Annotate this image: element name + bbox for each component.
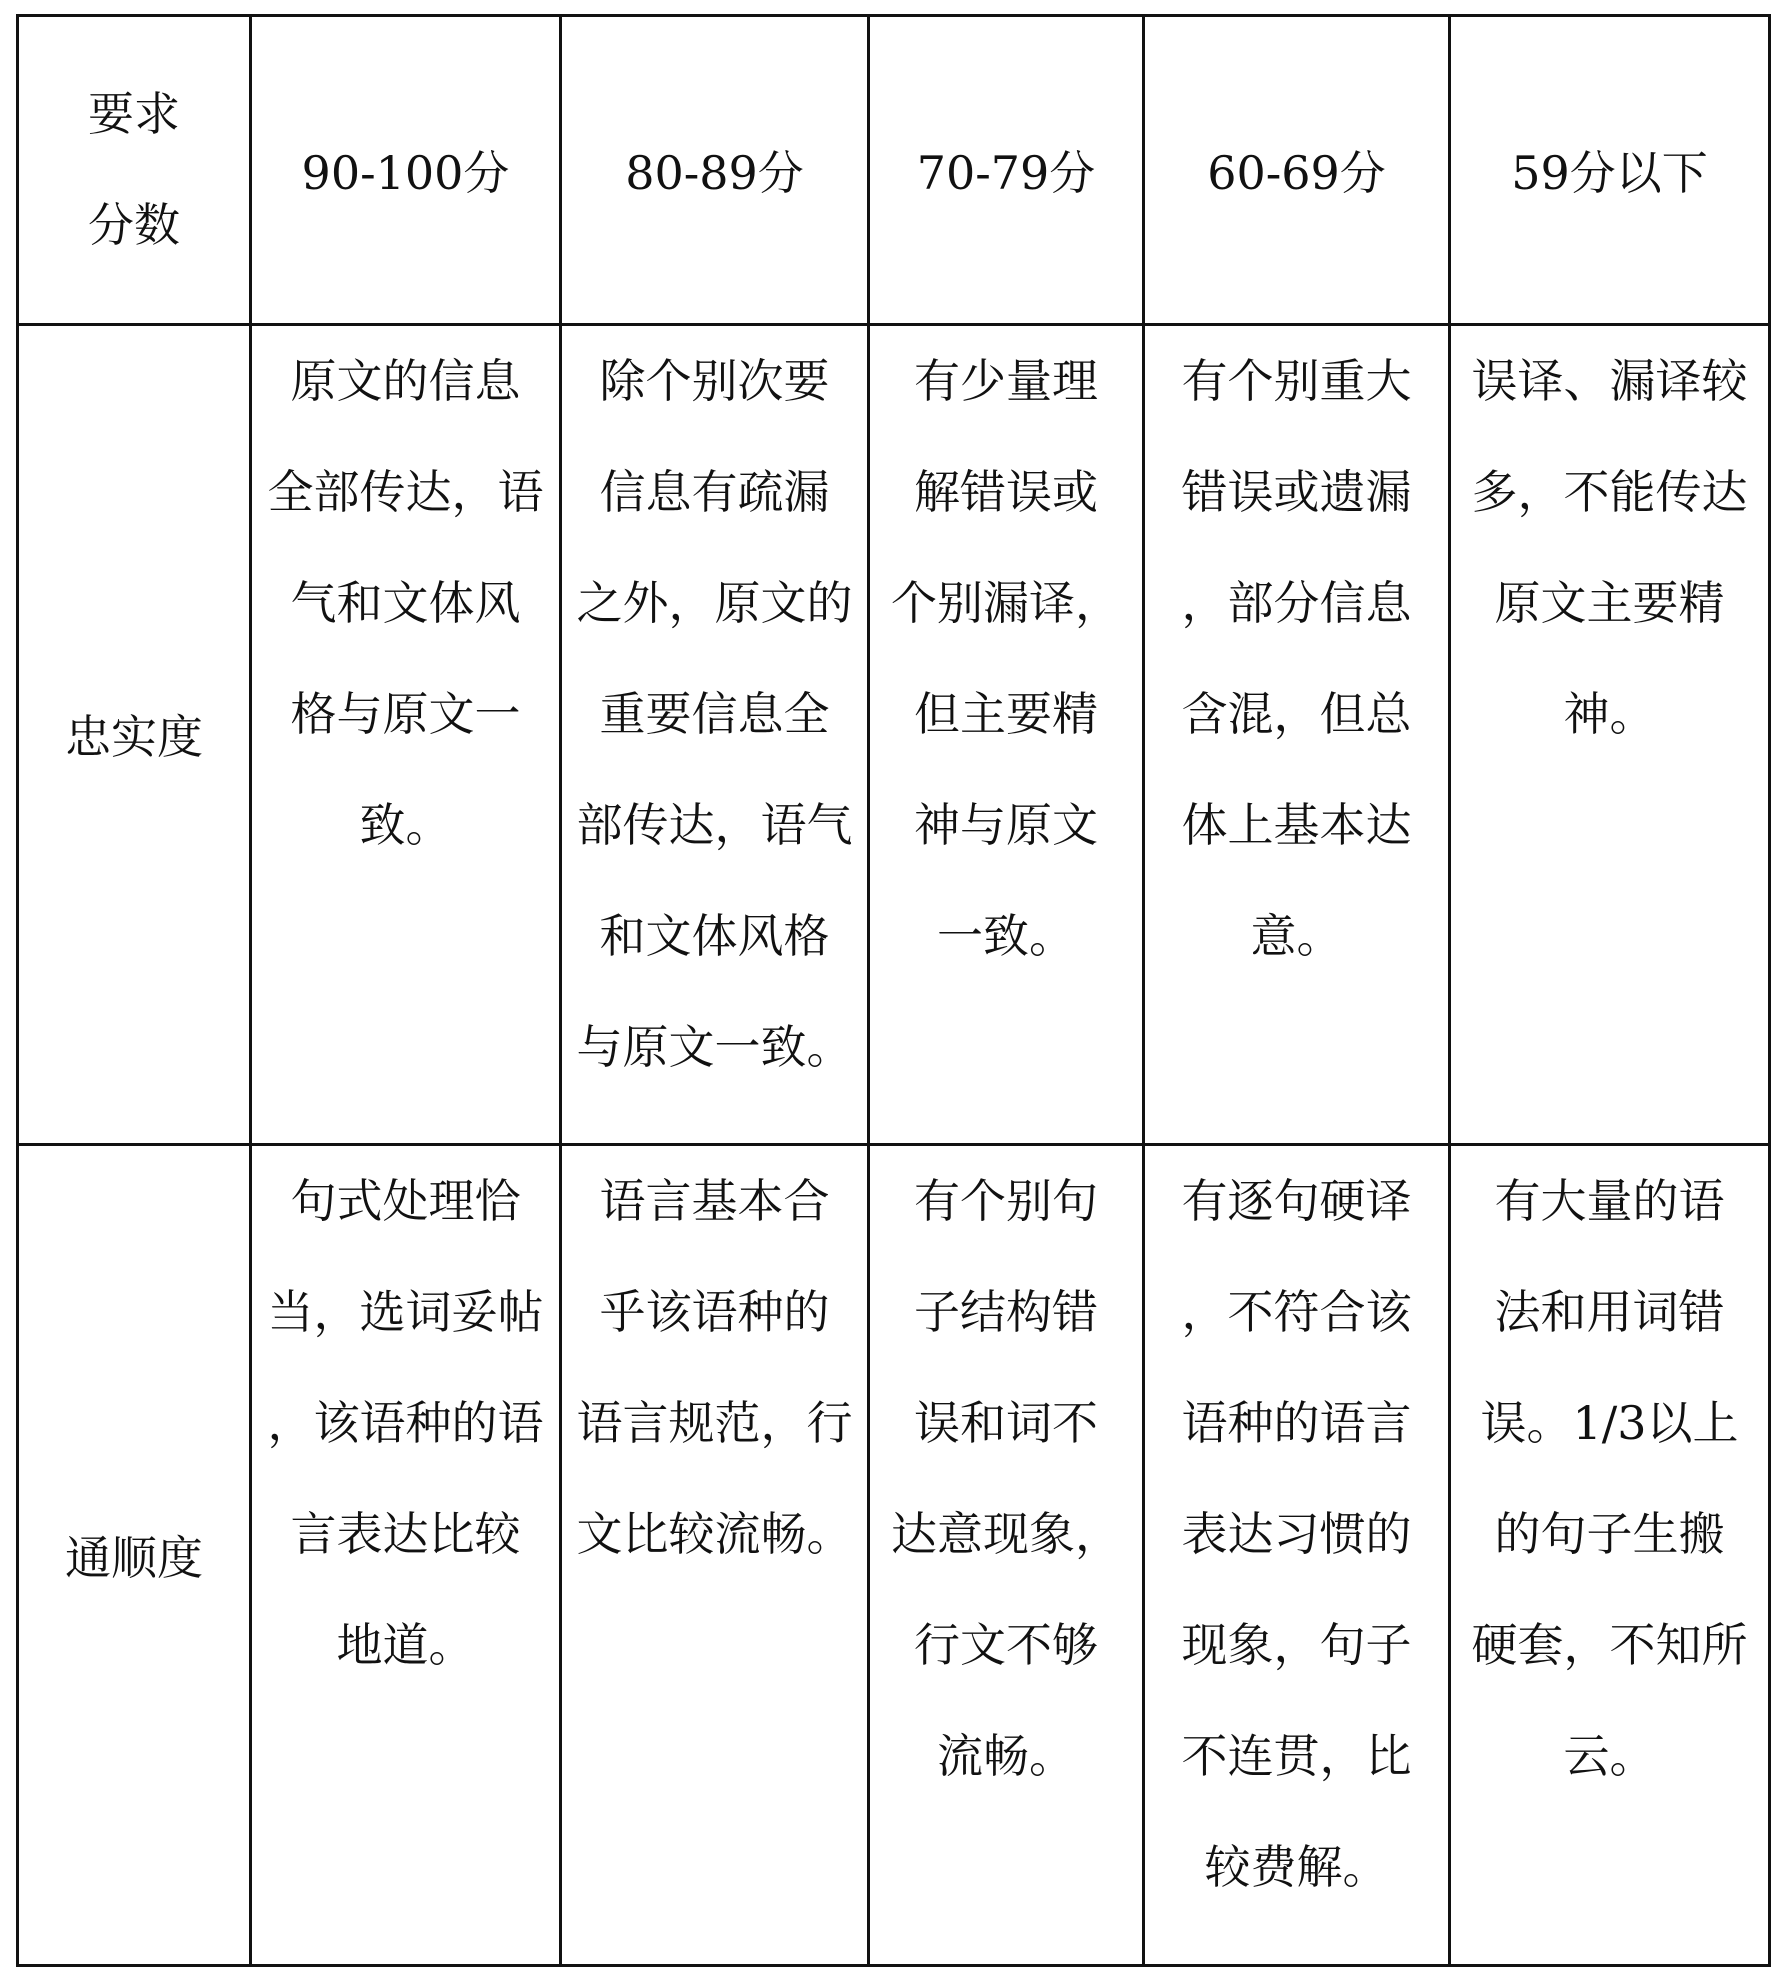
criteria-line: 一致。 bbox=[937, 908, 1075, 963]
criteria-text bbox=[1145, 1146, 1448, 1923]
row-label-fidelity: 忠实度 bbox=[18, 324, 251, 1145]
criteria-line: 乎该语种的 bbox=[599, 1285, 830, 1340]
criteria-line: 达意现象， bbox=[891, 1507, 1121, 1562]
criteria-cell bbox=[561, 1145, 869, 1966]
criteria-text bbox=[562, 1146, 867, 1590]
criteria-line: 文比较流畅。 bbox=[576, 1507, 853, 1562]
criteria-line: 表达习惯的 bbox=[1181, 1507, 1412, 1562]
criteria-line: 气和文体风 bbox=[290, 575, 521, 630]
criteria-line: 全部传达，语 bbox=[267, 464, 544, 519]
criteria-line: 有个别句 bbox=[914, 1174, 1098, 1229]
criteria-cell bbox=[251, 324, 561, 1145]
criteria-line: 部传达，语气 bbox=[576, 797, 853, 852]
criteria-line: ，该语种的语 bbox=[267, 1396, 544, 1451]
criteria-line: 致。 bbox=[359, 797, 452, 852]
criteria-line: 信息有疏漏 bbox=[599, 464, 830, 519]
criteria-line: 含混，但总 bbox=[1181, 686, 1412, 741]
row-label-fluency: 通顺度 bbox=[18, 1145, 251, 1966]
score-range-header: 90-100分 bbox=[251, 16, 561, 325]
criteria-line: 神。 bbox=[1563, 686, 1656, 741]
criteria-line: 现象，句子 bbox=[1181, 1618, 1412, 1673]
criteria-line: 格与原文一 bbox=[290, 686, 521, 741]
criteria-text bbox=[870, 326, 1142, 992]
criteria-cell bbox=[1450, 1145, 1770, 1966]
criteria-line: 当，选词妥帖 bbox=[267, 1285, 544, 1340]
criteria-line: 不连贯，比 bbox=[1181, 1729, 1412, 1784]
criteria-line: 有大量的语 bbox=[1494, 1174, 1725, 1229]
criteria-line: 除个别次要 bbox=[599, 353, 830, 408]
corner-score-label: 分数 bbox=[88, 197, 180, 252]
criteria-line: 流畅。 bbox=[937, 1729, 1075, 1784]
criteria-line: 语言基本合 bbox=[599, 1174, 830, 1229]
criteria-line: 多，不能传达 bbox=[1471, 464, 1748, 519]
criteria-line: 子结构错 bbox=[914, 1285, 1098, 1340]
corner-requirement-label: 要求 bbox=[88, 86, 180, 141]
criteria-line: 体上基本达 bbox=[1181, 797, 1412, 852]
criteria-line: 行文不够 bbox=[914, 1618, 1098, 1673]
score-range-header: 70-79分 bbox=[869, 16, 1144, 325]
criteria-line: 法和用词错 bbox=[1494, 1285, 1725, 1340]
criteria-text bbox=[252, 1146, 559, 1701]
criteria-line: 句式处理恰 bbox=[290, 1174, 521, 1229]
criteria-text bbox=[1451, 1146, 1768, 1812]
criteria-line: 误译、漏译较 bbox=[1471, 353, 1748, 408]
fluency-row bbox=[18, 1145, 1770, 1966]
criteria-line: 之外，原文的 bbox=[576, 575, 853, 630]
criteria-line: 有逐句硬译 bbox=[1181, 1174, 1412, 1229]
criteria-line: 意。 bbox=[1250, 908, 1343, 963]
criteria-line: 误和词不 bbox=[914, 1396, 1098, 1451]
criteria-text bbox=[870, 1146, 1142, 1812]
criteria-text bbox=[1451, 326, 1768, 770]
criteria-cell bbox=[1450, 324, 1770, 1145]
criteria-line: 原文主要精 bbox=[1494, 575, 1725, 630]
criteria-line: 硬套，不知所 bbox=[1471, 1618, 1748, 1673]
criteria-text bbox=[1145, 326, 1448, 992]
criteria-line: 个别漏译， bbox=[891, 575, 1121, 630]
criteria-cell bbox=[1144, 1145, 1450, 1966]
score-range-header: 59分以下 bbox=[1450, 16, 1770, 325]
header-row bbox=[18, 16, 1770, 325]
score-range-header: 60-69分 bbox=[1144, 16, 1450, 325]
fidelity-row bbox=[18, 324, 1770, 1145]
criteria-line: 与原文一致。 bbox=[576, 1019, 853, 1074]
criteria-line: 有个别重大 bbox=[1181, 353, 1412, 408]
criteria-cell bbox=[869, 324, 1144, 1145]
criteria-line: 有少量理 bbox=[914, 353, 1098, 408]
criteria-line: 原文的信息 bbox=[290, 353, 521, 408]
criteria-cell bbox=[1144, 324, 1450, 1145]
criteria-line: 语种的语言 bbox=[1181, 1396, 1412, 1451]
criteria-line: 重要信息全 bbox=[599, 686, 830, 741]
criteria-text bbox=[562, 326, 867, 1103]
criteria-line: 错误或遗漏 bbox=[1181, 464, 1412, 519]
scoring-rubric-table bbox=[16, 14, 1771, 1967]
criteria-line: 神与原文 bbox=[914, 797, 1098, 852]
criteria-line: 但主要精 bbox=[914, 686, 1098, 741]
criteria-line: ，不符合该 bbox=[1181, 1285, 1412, 1340]
criteria-line: 的句子生搬 bbox=[1494, 1507, 1725, 1562]
corner-header-cell bbox=[18, 16, 251, 325]
criteria-line: 误。1/3以上 bbox=[1480, 1396, 1739, 1451]
criteria-line: 语言规范，行 bbox=[576, 1396, 853, 1451]
criteria-line: 地道。 bbox=[336, 1618, 475, 1673]
criteria-cell bbox=[869, 1145, 1144, 1966]
criteria-line: 云。 bbox=[1563, 1729, 1656, 1784]
criteria-line: 言表达比较 bbox=[290, 1507, 521, 1562]
score-range-header: 80-89分 bbox=[561, 16, 869, 325]
criteria-cell bbox=[251, 1145, 561, 1966]
criteria-line: 和文体风格 bbox=[599, 908, 830, 963]
criteria-line: ，部分信息 bbox=[1181, 575, 1412, 630]
criteria-text bbox=[252, 326, 559, 881]
criteria-line: 解错误或 bbox=[914, 464, 1098, 519]
criteria-cell bbox=[561, 324, 869, 1145]
criteria-line: 较费解。 bbox=[1204, 1840, 1389, 1895]
